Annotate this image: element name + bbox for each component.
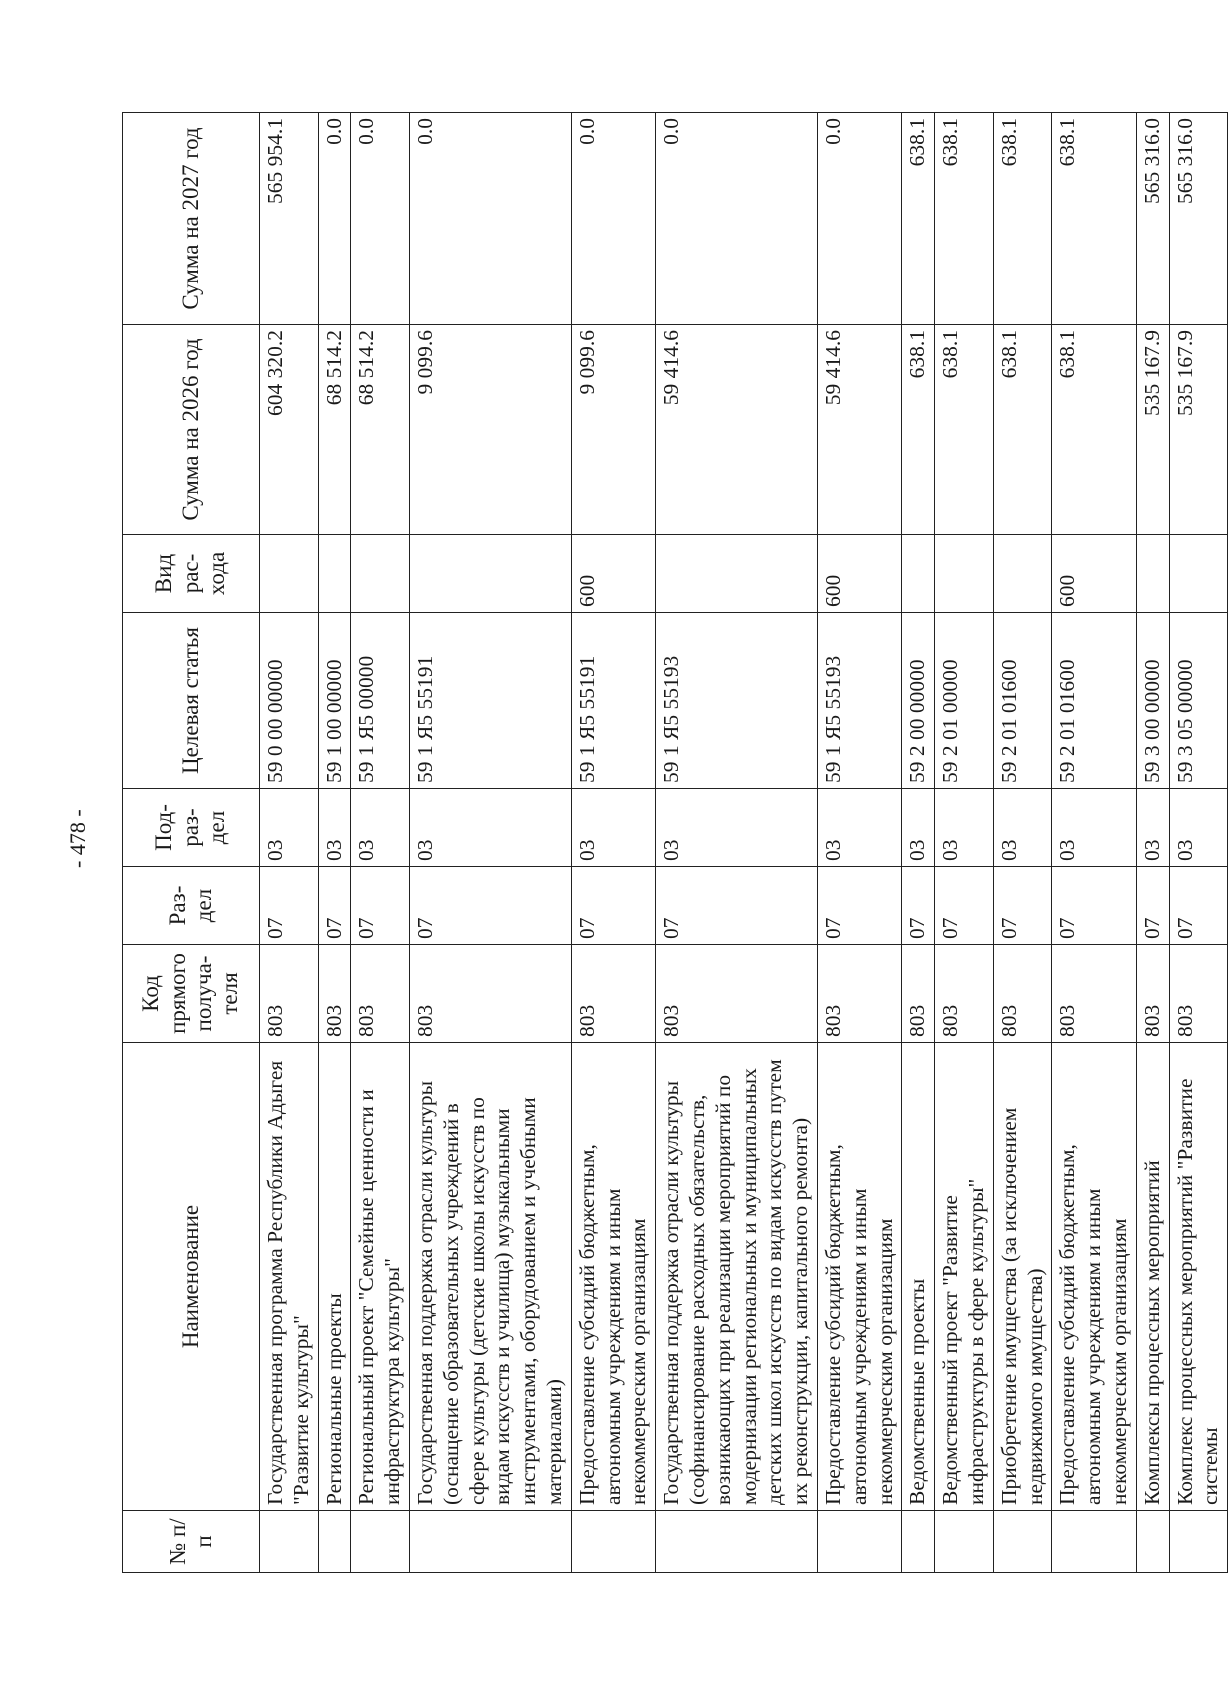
row-sum-2026: 638.1 [935, 325, 994, 535]
row-recipient-code: 803 [935, 945, 994, 1043]
row-expense-type [935, 535, 994, 613]
row-recipient-code: 803 [1136, 945, 1169, 1043]
row-target-article: 59 3 00 00000 [1136, 613, 1169, 789]
row-number [1136, 1511, 1169, 1573]
row-name: Приобретение имущества (за исключением недвижимого имущества) [993, 1043, 1052, 1511]
row-expense-type [351, 535, 410, 613]
table-row [571, 113, 655, 1573]
rotated-table-container [122, 113, 1223, 1573]
row-name: Ведомственный проект "Развитие инфраструктуры в сфере культуры" [935, 1043, 994, 1511]
row-target-article: 59 1 00 00000 [318, 613, 351, 789]
row-number [817, 1511, 901, 1573]
table-row [656, 113, 818, 1573]
row-subsection: 03 [409, 789, 571, 867]
row-section: 07 [409, 867, 571, 945]
row-name: Предоставление субсидий бюджетным, автономным учреждениям и иным некоммерческим организациям [571, 1043, 655, 1511]
row-subsection: 03 [1136, 789, 1169, 867]
table-row [260, 113, 319, 1573]
table-row [1169, 113, 1228, 1573]
row-expense-type [318, 535, 351, 613]
row-name: Комплекс процессных мероприятий "Развитие системы [1169, 1043, 1228, 1511]
row-sum-2027: 0.0 [351, 113, 410, 325]
row-subsection: 03 [318, 789, 351, 867]
table-row [935, 113, 994, 1573]
row-subsection: 03 [902, 789, 935, 867]
row-section: 07 [902, 867, 935, 945]
row-subsection: 03 [656, 789, 818, 867]
row-number [656, 1511, 818, 1573]
row-name: Предоставление субсидий бюджетным, автономным учреждениям и иным некоммерческим организациям [1052, 1043, 1136, 1511]
page-number: - 478 - [65, 809, 90, 868]
row-section: 07 [318, 867, 351, 945]
table-row [902, 113, 935, 1573]
row-sum-2026: 638.1 [993, 325, 1052, 535]
table-row [993, 113, 1052, 1573]
row-recipient-code: 803 [993, 945, 1052, 1043]
row-sum-2026: 638.1 [902, 325, 935, 535]
row-sum-2027: 638.1 [902, 113, 935, 325]
row-sum-2027: 0.0 [318, 113, 351, 325]
row-sum-2027: 638.1 [993, 113, 1052, 325]
row-recipient-code: 803 [409, 945, 571, 1043]
row-expense-type [260, 535, 319, 613]
row-number [351, 1511, 410, 1573]
header-expense-type: Вид рас-хода [123, 535, 260, 613]
row-expense-type [1169, 535, 1228, 613]
row-section: 07 [935, 867, 994, 945]
row-recipient-code: 803 [817, 945, 901, 1043]
row-recipient-code: 803 [351, 945, 410, 1043]
row-sum-2027: 638.1 [935, 113, 994, 325]
row-section: 07 [993, 867, 1052, 945]
row-subsection: 03 [571, 789, 655, 867]
row-name: Региональный проект "Семейные ценности и инфраструктура культуры" [351, 1043, 410, 1511]
header-name: Наименование [123, 1043, 260, 1511]
table-row [817, 113, 901, 1573]
row-number [1052, 1511, 1136, 1573]
row-number [993, 1511, 1052, 1573]
row-name: Государственная программа Республики Адыгея "Развитие культуры" [260, 1043, 319, 1511]
row-number [318, 1511, 351, 1573]
row-sum-2027: 0.0 [409, 113, 571, 325]
row-name: Региональные проекты [318, 1043, 351, 1511]
row-name: Предоставление субсидий бюджетным, автономным учреждениям и иным некоммерческим организациям [817, 1043, 901, 1511]
row-sum-2026: 604 320.2 [260, 325, 319, 535]
row-target-article: 59 3 05 00000 [1169, 613, 1228, 789]
budget-table [122, 112, 1228, 1573]
row-subsection: 03 [935, 789, 994, 867]
row-sum-2027: 638.1 [1052, 113, 1136, 325]
row-name: Государственная поддержка отрасли культуры (оснащение образовательных учреждений в сфере культуры (детские школы искусств по видам искусств и училища) музыкальными инструментами, оборудованием и учебными материалами) [409, 1043, 571, 1511]
row-target-article: 59 2 01 00000 [935, 613, 994, 789]
table-row [409, 113, 571, 1573]
table-body [260, 113, 1228, 1573]
row-expense-type [409, 535, 571, 613]
table-row [318, 113, 351, 1573]
row-expense-type [656, 535, 818, 613]
row-target-article: 59 1 Я5 55193 [656, 613, 818, 789]
row-section: 07 [351, 867, 410, 945]
row-sum-2026: 9 099.6 [409, 325, 571, 535]
row-sum-2026: 59 414.6 [656, 325, 818, 535]
row-target-article: 59 1 Я5 00000 [351, 613, 410, 789]
row-expense-type: 600 [571, 535, 655, 613]
row-sum-2027: 0.0 [656, 113, 818, 325]
row-sum-2026: 68 514.2 [351, 325, 410, 535]
row-target-article: 59 2 01 01600 [1052, 613, 1136, 789]
row-section: 07 [817, 867, 901, 945]
row-sum-2027: 0.0 [817, 113, 901, 325]
row-sum-2027: 565 316.0 [1136, 113, 1169, 325]
row-section: 07 [1136, 867, 1169, 945]
row-subsection: 03 [260, 789, 319, 867]
row-recipient-code: 803 [902, 945, 935, 1043]
table-row [1136, 113, 1169, 1573]
header-sum-2027: Сумма на 2027 год [123, 113, 260, 325]
row-recipient-code: 803 [260, 945, 319, 1043]
header-subsection: Под-раз-дел [123, 789, 260, 867]
row-recipient-code: 803 [1052, 945, 1136, 1043]
row-number [902, 1511, 935, 1573]
row-target-article: 59 2 00 00000 [902, 613, 935, 789]
row-expense-type: 600 [817, 535, 901, 613]
row-expense-type [1136, 535, 1169, 613]
row-section: 07 [656, 867, 818, 945]
row-sum-2026: 9 099.6 [571, 325, 655, 535]
row-name: Государственная поддержка отрасли культуры (софинансирование расходных обязательств, возникающих при реализации мероприятий по модернизации региональных и муниципальных детских школ искусств по видам искусств путем их реконструкции, капитального ремонта) [656, 1043, 818, 1511]
row-number [571, 1511, 655, 1573]
row-target-article: 59 1 Я5 55193 [817, 613, 901, 789]
row-subsection: 03 [351, 789, 410, 867]
row-number [1169, 1511, 1228, 1573]
header-section: Раз-дел [123, 867, 260, 945]
row-section: 07 [571, 867, 655, 945]
row-expense-type [993, 535, 1052, 613]
row-target-article: 59 0 00 00000 [260, 613, 319, 789]
row-subsection: 03 [1169, 789, 1228, 867]
header-sum-2026: Сумма на 2026 год [123, 325, 260, 535]
row-expense-type: 600 [1052, 535, 1136, 613]
row-name: Комплексы процессных мероприятий [1136, 1043, 1169, 1511]
row-subsection: 03 [817, 789, 901, 867]
row-sum-2027: 0.0 [571, 113, 655, 325]
row-target-article: 59 2 01 01600 [993, 613, 1052, 789]
row-expense-type [902, 535, 935, 613]
row-subsection: 03 [993, 789, 1052, 867]
header-code: Код прямого получа-теля [123, 945, 260, 1043]
row-sum-2026: 535 167.9 [1169, 325, 1228, 535]
row-section: 07 [260, 867, 319, 945]
row-name: Ведомственные проекты [902, 1043, 935, 1511]
table-row [351, 113, 410, 1573]
header-num: № п/п [123, 1511, 260, 1573]
row-section: 07 [1169, 867, 1228, 945]
row-recipient-code: 803 [1169, 945, 1228, 1043]
row-sum-2027: 565 954.1 [260, 113, 319, 325]
row-number [935, 1511, 994, 1573]
table-header-row [123, 113, 260, 1573]
row-subsection: 03 [1052, 789, 1136, 867]
row-section: 07 [1052, 867, 1136, 945]
row-sum-2026: 68 514.2 [318, 325, 351, 535]
row-sum-2027: 565 316.0 [1169, 113, 1228, 325]
row-target-article: 59 1 Я5 55191 [571, 613, 655, 789]
row-number [260, 1511, 319, 1573]
table-row [1052, 113, 1136, 1573]
row-recipient-code: 803 [656, 945, 818, 1043]
row-target-article: 59 1 Я5 55191 [409, 613, 571, 789]
header-target: Целевая статья [123, 613, 260, 789]
row-sum-2026: 535 167.9 [1136, 325, 1169, 535]
row-number [409, 1511, 571, 1573]
row-sum-2026: 638.1 [1052, 325, 1136, 535]
row-recipient-code: 803 [318, 945, 351, 1043]
row-sum-2026: 59 414.6 [817, 325, 901, 535]
row-recipient-code: 803 [571, 945, 655, 1043]
